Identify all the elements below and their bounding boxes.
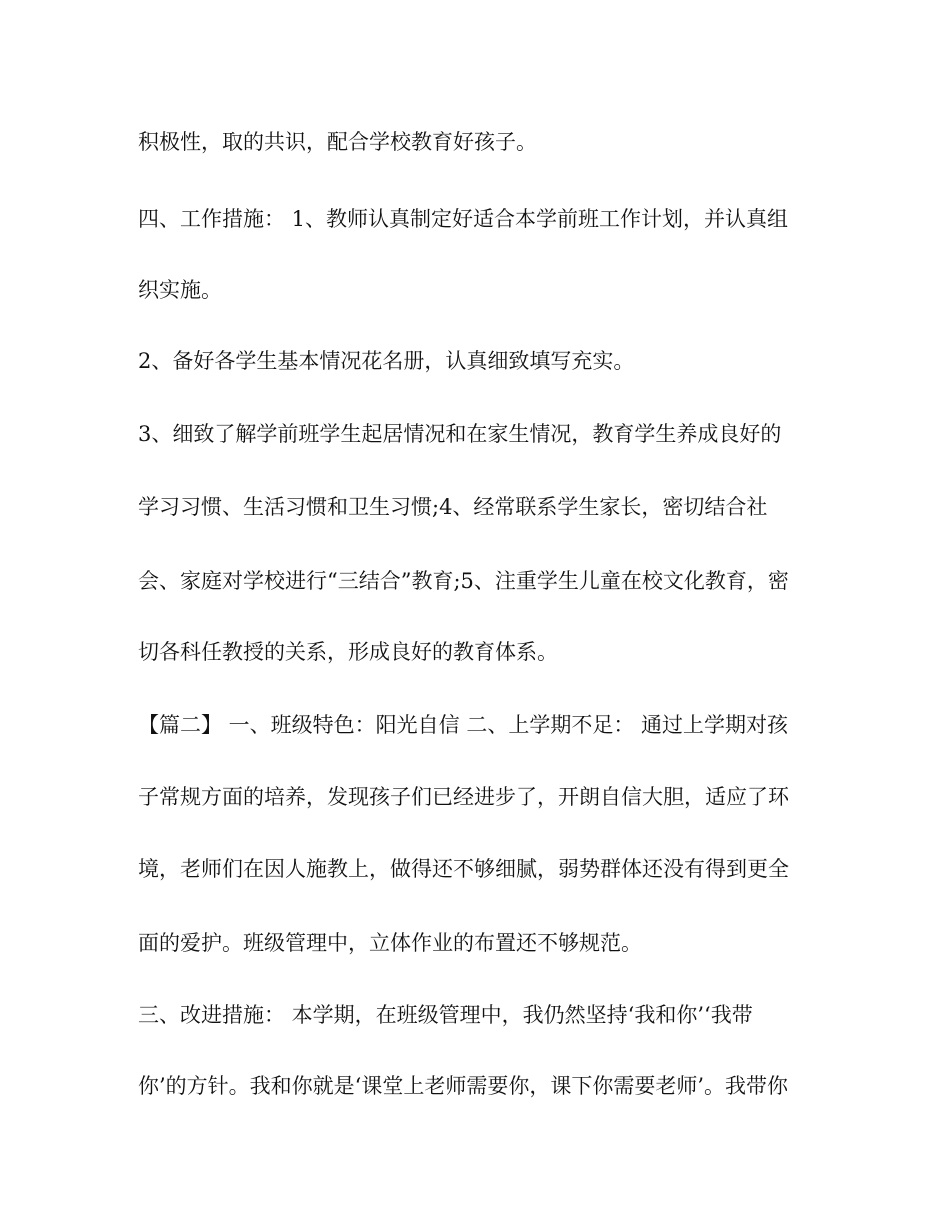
text-line: 你’的方针。我和你就是‘课堂上老师需要你，课下你需要老师’。我带你 — [138, 1074, 789, 1098]
text-line: 会、家庭对学校进行“三结合”教育;5、注重学生儿童在校文化教育，密 — [138, 569, 789, 593]
text-line: 切各科任教授的关系，形成良好的教育体系。 — [138, 640, 558, 664]
text-line: 三、改进措施： 本学期，在班级管理中，我仍然坚持‘我和你’‘我带 — [138, 1003, 753, 1027]
text-line: 子常规方面的培养，发现孩子们已经进步了，开朗自信大胆，适应了环 — [138, 785, 789, 809]
section-heading-line: 【篇二】 一、班级特色：阳光自信 二、上学期不足： 通过上学期对孩 — [138, 713, 789, 737]
text-line: 3、细致了解学前班学生起居情况和在家生情况，教育学生养成良好的 — [138, 422, 782, 446]
text-line: 2、备好各学生基本情况花名册，认真细致填写充实。 — [138, 349, 635, 373]
text-line: 织实施。 — [138, 278, 222, 302]
text-line: 学习习惯、生活习惯和卫生习惯;4、经常联系学生家长，密切结合社 — [138, 495, 768, 519]
text-line: 积极性，取的共识，配合学校教育好孩子。 — [138, 130, 537, 154]
text-line: 面的爱护。班级管理中，立体作业的布置还不够规范。 — [138, 931, 642, 955]
text-line: 四、工作措施： 1、教师认真制定好适合本学前班工作计划，并认真组 — [138, 207, 789, 231]
text-line: 境，老师们在因人施教上，做得还不够细腻，弱势群体还没有得到更全 — [138, 857, 789, 881]
